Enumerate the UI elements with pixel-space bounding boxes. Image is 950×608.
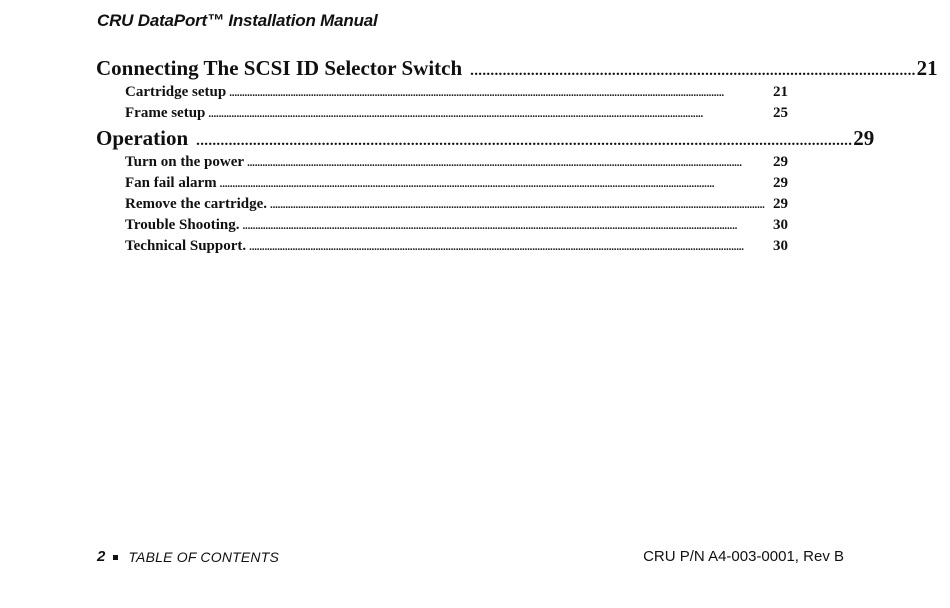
toc-section-page: 21 xyxy=(916,56,938,80)
toc-item-technical-support[interactable] xyxy=(96,236,788,257)
toc-item-page: 29 xyxy=(773,154,788,170)
toc-item-remove-cartridge[interactable] xyxy=(96,194,788,215)
dot-leader: .............................................................................................................. xyxy=(470,63,916,79)
bullet-icon xyxy=(113,555,118,560)
toc-section-page: 29 xyxy=(853,126,875,150)
dot-leader: .................................................................................................................................................................................................. xyxy=(229,87,724,99)
toc-section-operation[interactable] xyxy=(96,124,875,152)
toc-item-title: Remove the cartridge. xyxy=(125,196,268,212)
toc-item-title: Trouble Shooting. xyxy=(125,217,240,233)
toc-section-title: Connecting The SCSI ID Selector Switch xyxy=(96,56,463,80)
toc-item-title: Technical Support. xyxy=(125,238,247,254)
footer-chapter-title: TABLE OF CONTENTS xyxy=(128,548,280,565)
toc-item-page: 29 xyxy=(773,196,788,212)
dot-leader: .................................................................................................................................................................................................. xyxy=(219,178,715,190)
toc-item-trouble-shooting[interactable] xyxy=(96,215,788,236)
dot-leader: .................................................................................................................................................................................................. xyxy=(249,241,744,253)
toc-item-title: Cartridge setup xyxy=(125,84,227,100)
toc-item-page: 21 xyxy=(773,84,788,100)
dot-leader: .................................................................................................................................................................. xyxy=(196,133,853,149)
footer-page-number: 2 xyxy=(97,548,106,565)
toc-item-page: 30 xyxy=(773,238,788,254)
toc-item-title: Turn on the power xyxy=(125,154,245,170)
toc-item-fan-fail-alarm[interactable] xyxy=(96,173,788,194)
table-of-contents xyxy=(96,54,938,257)
footer-part-number: CRU P/N A4-003-0001, Rev B xyxy=(643,548,844,565)
toc-section-scsi-switch[interactable] xyxy=(96,54,938,82)
toc-item-page: 25 xyxy=(773,105,788,121)
page-header-title: CRU DataPort™ Installation Manual xyxy=(97,11,378,30)
toc-item-frame-setup[interactable] xyxy=(96,103,788,124)
dot-leader: .................................................................................................................................................................................................. xyxy=(208,108,704,120)
dot-leader: .................................................................................................................................................................................................. xyxy=(242,220,738,232)
page-footer-left xyxy=(97,548,279,565)
dot-leader: .................................................................................................................................................................................................. xyxy=(270,199,765,211)
toc-section-title: Operation xyxy=(96,126,189,150)
toc-item-cartridge-setup[interactable] xyxy=(96,82,788,103)
toc-item-title: Frame setup xyxy=(125,105,206,121)
dot-leader: .................................................................................................................................................................................................. xyxy=(247,157,742,169)
toc-item-turn-on-power[interactable] xyxy=(96,152,788,173)
toc-item-page: 29 xyxy=(773,175,788,191)
toc-item-title: Fan fail alarm xyxy=(125,175,217,191)
toc-item-page: 30 xyxy=(773,217,788,233)
